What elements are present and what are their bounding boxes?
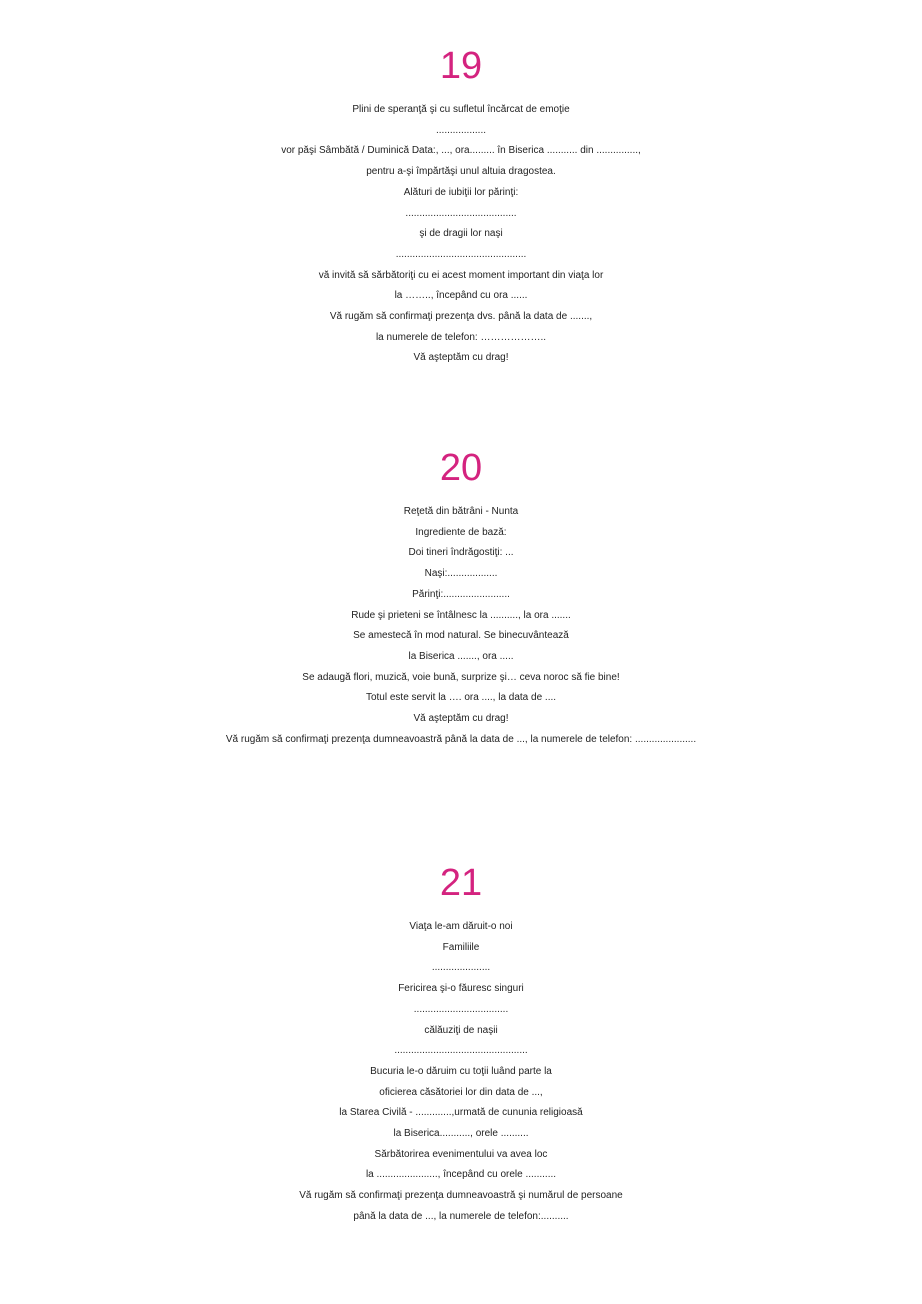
- text-line: Vă rugăm să confirmaţi prezenţa dvs. până la data de .......,: [329, 311, 593, 323]
- text-line: Fericirea şi-o făuresc singuri: [398, 983, 524, 995]
- text-line: la Starea Civilă - .............,urmată de cununia religioasă: [339, 1107, 583, 1119]
- text-line: Bucuria le-o dăruim cu toţii luând parte la: [370, 1065, 552, 1077]
- text-line: Alături de iubiţii lor părinţi:: [403, 186, 519, 198]
- text-block: [0, 917, 922, 1228]
- invitation-text-19: [0, 44, 922, 369]
- section-number: 19: [439, 45, 483, 87]
- text-line: Totul este servit la …. ora ...., la data de ....: [365, 692, 557, 704]
- text-line: Se adaugă flori, muzică, voie bună, surprize şi… ceva noroc să fie bine!: [302, 671, 620, 683]
- text-block: [0, 100, 922, 369]
- text-line: la numerele de telefon: ………………..: [375, 331, 547, 343]
- text-line: Familiile: [442, 941, 480, 953]
- text-line: Plini de speranţă şi cu sufletul încărcat de emoţie: [352, 104, 570, 115]
- text-line: până la data de ..., la numerele de telefon:..........: [353, 1210, 569, 1222]
- text-line: Vă rugăm să confirmaţi prezenţa dumneavoastră şi numărul de persoane: [299, 1190, 623, 1202]
- text-line: Naşi:..................: [424, 568, 498, 580]
- text-line: Viaţa le-am dăruit-o noi: [409, 921, 513, 932]
- text-line: la ......................, începând cu orele ...........: [365, 1169, 557, 1181]
- text-line: la …….., începând cu ora ......: [394, 290, 528, 302]
- text-line: ..................: [435, 124, 486, 136]
- section-number: 21: [439, 862, 483, 904]
- text-line: Rude şi prieteni se întâlnesc la .........., la ora .......: [351, 609, 571, 621]
- text-line: Vă aşteptăm cu drag!: [413, 352, 509, 364]
- text-line: vor păşi Sâmbătă / Duminică Data:, ..., ora......... în Biserica ........... din ...............,: [281, 145, 641, 157]
- text-line: ................................................: [394, 1045, 528, 1057]
- text-line: la Biserica ......., ora .....: [408, 650, 514, 662]
- text-line: Reţetă din bătrâni - Nunta: [403, 506, 519, 517]
- text-line: .....................: [431, 962, 491, 974]
- text-line: ........................................: [405, 207, 517, 219]
- invitation-text-20: [0, 446, 922, 750]
- text-line: Vă rugăm să confirmaţi prezenţa dumneavoastră până la data de ..., la numerele de telefon: ......................: [225, 733, 697, 745]
- section-number: 20: [439, 447, 483, 489]
- text-line: Părinţi:........................: [412, 588, 510, 600]
- text-line: Ingrediente de bază:: [415, 526, 507, 538]
- text-line: vă invită să sărbătoriţi cu ei acest moment important din viaţa lor: [318, 269, 604, 281]
- text-line: Sărbătorirea evenimentului va avea loc: [374, 1148, 548, 1160]
- text-line: călăuziţi de naşii: [424, 1024, 498, 1036]
- invitation-text-21: [0, 861, 922, 1228]
- text-line: Vă aşteptăm cu drag!: [413, 713, 509, 725]
- text-line: ..................................: [413, 1003, 509, 1015]
- text-line: ...............................................: [395, 248, 527, 260]
- text-line: pentru a-şi împărtăşi unul altuia dragostea.: [366, 166, 556, 178]
- text-line: la Biserica..........., orele ..........: [393, 1128, 529, 1140]
- text-line: oficierea căsătoriei lor din data de ...,: [379, 1086, 543, 1098]
- text-block: [0, 502, 922, 750]
- text-line: Doi tineri îndrăgostiţi: ...: [408, 547, 514, 559]
- text-line: şi de dragii lor naşi: [419, 228, 503, 240]
- text-line: Se amestecă în mod natural. Se binecuvântează: [353, 630, 569, 642]
